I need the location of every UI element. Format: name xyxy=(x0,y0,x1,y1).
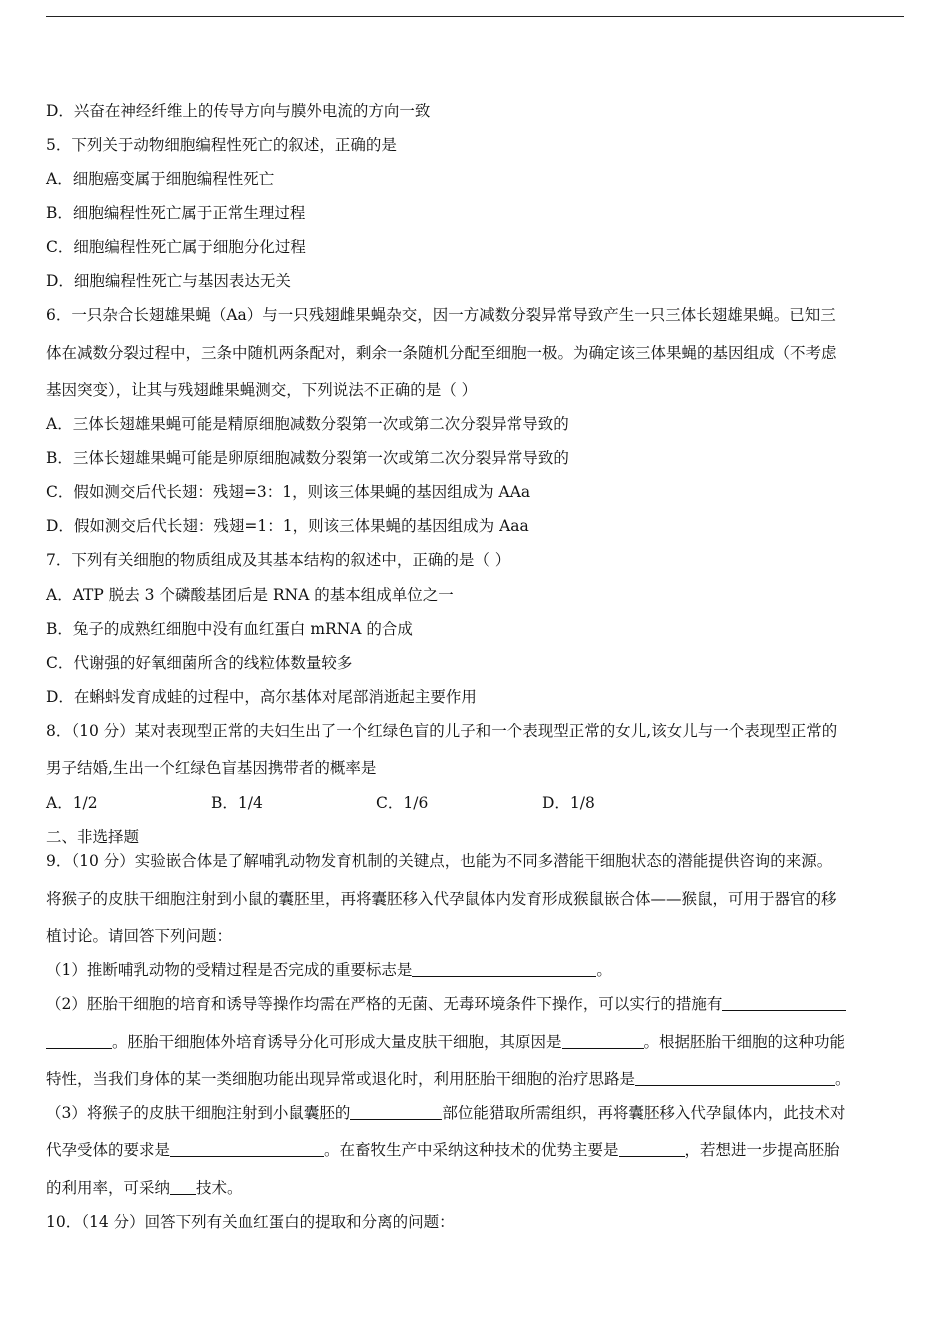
q9-part2-line1 xyxy=(46,993,906,1015)
answer-blank xyxy=(619,1140,685,1157)
answer-blank xyxy=(635,1069,835,1086)
q6-option-c: C．假如测交后代长翅：残翅=3：1，则该三体果蝇的基因组成为 AAa xyxy=(46,483,531,501)
answer-blank xyxy=(412,960,596,977)
q8-option-a: A．1/2 xyxy=(46,794,98,812)
answer-blank xyxy=(562,1032,644,1049)
q7-stem: 7．下列有关细胞的物质组成及其基本结构的叙述中，正确的是（ ） xyxy=(46,551,511,569)
q5-stem: 5．下列关于动物细胞编程性死亡的叙述，正确的是 xyxy=(46,136,397,154)
section-title: 二、非选择题 xyxy=(46,828,140,846)
q7-option-a: A．ATP 脱去 3 个磷酸基团后是 RNA 的基本组成单位之一 xyxy=(46,586,454,604)
q4-option-d: D．兴奋在神经纤维上的传导方向与膜外电流的方向一致 xyxy=(46,102,431,120)
q10-stem: 10．（14 分）回答下列有关血红蛋白的提取和分离的问题： xyxy=(46,1213,455,1231)
q8-option-c: C．1/6 xyxy=(376,794,429,812)
q9-part2-line2: 。胚胎干细胞体外培育诱导分化可形成大量皮肤干细胞，其原因是 。根据胚胎干细胞的这种功能 xyxy=(46,1031,906,1053)
q9-part1: （1）推断哺乳动物的受精过程是否完成的重要标志是 。 xyxy=(46,961,612,979)
q9-part2-line3: 特性，当我们身体的某一类细胞功能出现异常或退化时，利用胚胎干细胞的治疗思路是 。 xyxy=(46,1070,851,1088)
q6-option-a: A．三体长翅雄果蝇可能是精原细胞减数分裂第一次或第二次分裂异常导致的 xyxy=(46,415,569,433)
answer-blank xyxy=(46,1032,112,1049)
q6-stem-line2: 体在减数分裂过程中，三条中随机两条配对，剩余一条随机分配至细胞一极。为确定该三体果蝇的基因组成（不考虑 xyxy=(46,344,837,362)
q7-option-c: C．代谢强的好氧细菌所含的线粒体数量较多 xyxy=(46,654,353,672)
q8-option-d: D．1/8 xyxy=(542,794,595,812)
q9-stem-line1: 9．（10 分）实验嵌合体是了解哺乳动物发育机制的关键点，也能为不同多潜能干细胞状态的潜能提供咨询的来源。 xyxy=(46,852,833,870)
q8-stem-line2: 男子结婚,生出一个红绿色盲基因携带者的概率是 xyxy=(46,759,377,777)
q9-stem-line3: 植讨论。请回答下列问题： xyxy=(46,927,233,945)
q5-option-c: C．细胞编程性死亡属于细胞分化过程 xyxy=(46,238,306,256)
answer-blank xyxy=(170,1178,196,1195)
q9-part3-line2: 代孕受体的要求是 。在畜牧生产中采纳这种技术的优势主要是 ，若想进一步提高胚胎 xyxy=(46,1141,840,1159)
q5-option-b: B．细胞编程性死亡属于正常生理过程 xyxy=(46,204,306,222)
answer-blank xyxy=(722,994,846,1011)
q6-option-b: B．三体长翅雄果蝇可能是卵原细胞减数分裂第一次或第二次分裂异常导致的 xyxy=(46,449,569,467)
q9-part2-text: （2）胚胎干细胞的培育和诱导等操作均需在严格的无菌、无毒环境条件下操作，可以实行的措施有 xyxy=(46,995,723,1013)
q9-stem-line2: 将猴子的皮肤干细胞注射到小鼠的囊胚里，再将囊胚移入代孕鼠体内发育形成猴鼠嵌合体——猴鼠，可用于器官的移 xyxy=(46,890,837,908)
header-rule xyxy=(46,16,904,17)
q8-option-b: B．1/4 xyxy=(211,794,263,812)
q6-stem-line3: 基因突变），让其与残翅雌果蝇测交，下列说法不正确的是（ ） xyxy=(46,381,478,399)
answer-blank xyxy=(170,1140,324,1157)
q5-option-a: A．细胞癌变属于细胞编程性死亡 xyxy=(46,170,275,188)
q5-option-d: D．细胞编程性死亡与基因表达无关 xyxy=(46,272,291,290)
q9-part1-text: （1）推断哺乳动物的受精过程是否完成的重要标志是 xyxy=(46,961,413,979)
q6-stem-line1: 6．一只杂合长翅雄果蝇（Aa）与一只残翅雌果蝇杂交，因一方减数分裂异常导致产生一只三体长翅雄果蝇。已知三 xyxy=(46,306,836,324)
q6-option-d: D．假如测交后代长翅：残翅=1：1，则该三体果蝇的基因组成为 Aaa xyxy=(46,517,529,535)
q9-part3-line3: 的利用率，可采纳 技术。 xyxy=(46,1179,243,1197)
answer-blank xyxy=(350,1103,442,1120)
q7-option-d: D．在蝌蚪发育成蛙的过程中，高尔基体对尾部消逝起主要作用 xyxy=(46,688,477,706)
q8-stem-line1: 8．（10 分）某对表现型正常的夫妇生出了一个红绿色盲的儿子和一个表现型正常的女儿,该女儿与一个表现型正常的 xyxy=(46,722,838,740)
q9-part3-line1: （3）将猴子的皮肤干细胞注射到小鼠囊胚的 部位能猎取所需组织，再将囊胚移入代孕鼠体内，此技术对 xyxy=(46,1104,846,1122)
q7-option-b: B．兔子的成熟红细胞中没有血红蛋白 mRNA 的合成 xyxy=(46,620,413,638)
